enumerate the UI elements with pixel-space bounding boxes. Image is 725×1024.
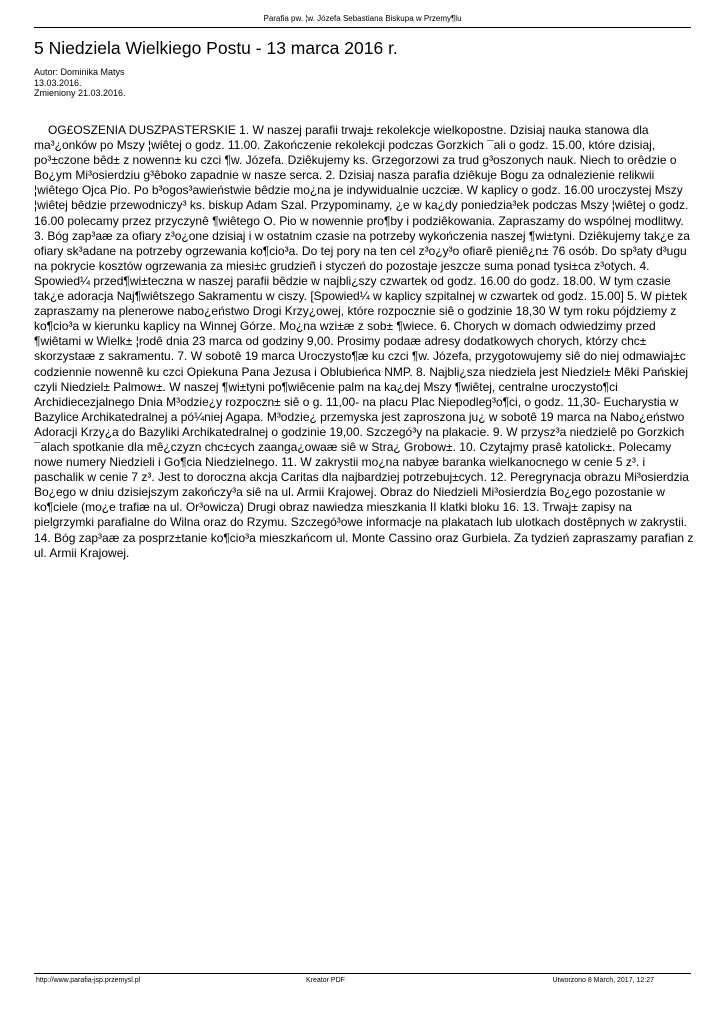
- footer-created-date: Utworzono 8 March, 2017, 12:27: [552, 977, 654, 984]
- site-title: Parafia pw. ¦w. Józefa Sebastiana Biskupa w Przemy¶lu: [263, 14, 462, 23]
- article-title: 5 Niedziela Wielkiego Postu - 13 marca 2016 r.: [34, 38, 398, 58]
- date-line: 13.03.2016.: [34, 77, 82, 88]
- modified-line: Zmieniony 21.03.2016.: [34, 88, 126, 98]
- announcements-text: OG£OSZENIA DUSZPASTERSKIE 1. W naszej parafii trwaj± rekolekcje wielkopostne. Dzisiaj nauka stanowa dla ma³¿onków po Mszy ¦wiêtej o godz. 11.00. Zakończenie rekolekcji podczas Gorzkich ¯ali o godz. 15.00, które dzisiaj, po³±czone bêd± z nowenn± ku czci ¶w. Józefa. Dziêkujemy ks. Grzegorzowi za trud g³oszonych nauk. Niech to orêdzie o Bo¿ym Mi³osierdziu g³êboko zapadnie w nasze serca. 2. Dzisiaj nasza parafia dziêkuje Bogu za odnalezienie relikwii ¦wiêtego Ojca Pio. Po b³ogos³awieństwie bêdzie mo¿na je indywidualnie uczciæ. W kaplicy o godz. 16.00 uroczystej Mszy ¦wiêtej bêdzie przewodniczy³ ks. biskup Adam Szal. Przypominamy, ¿e w ka¿dy poniedzia³ek podczas Mszy ¦wiêtej o godz. 16.00 polecamy przez przyczynê ¶wiêtego O. Pio w nowennie pro¶by i podziêkowania. Zapraszamy do wspólnej modlitwy. 3. Bóg zap³aæ za ofiary z³o¿one dzisiaj i w ostatnim czasie na potrzeby wykończenia naszej ¶wi±tyni. Dziêkujemy tak¿e za ofiary sk³adane na potrzeby ogrzewania ko¶cio³a. Do tej pory na ten cel z³o¿y³o ofiarê pieniê¿n± 76 osób. Do sp³aty d³ugu na pokrycie kosztów ogrzewania za miesi±c grudzieñ i styczeń do pozostaje jeszcze suma ponad tysi±ca z³otych. 4. Spowied¼ przed¶wi±teczna w naszej parafii bêdzie w najbli¿szy czwartek od godz. 16.00 do godz. 18.00. W tym czasie tak¿e adoracja Naj¶wiêtszego Sakramentu w ciszy. [Spowied¼ w kaplicy szpitalnej w czwartek od godz. 15.00] 5. W pi±tek zapraszamy na plenerowe nabo¿eństwo Drogi Krzy¿owej, które rozpocznie siê o godzinie 18,30 W tym roku pójdziemy z ko¶cio³a w kierunku kaplicy na Winnej Górze. Mo¿na wzi±æ z sob± ¶wiece. 6. Chorych w domach odwiedzimy przed ¶wiêtami w Wielk± ¦rodê dnia 23 marca od godziny 9,00. Prosimy podaæ adresy dodatkowych chorych, którzy chc± skorzystaæ z sakramentu. 7. W sobotê 19 marca Uroczysto¶æ ku czci ¶w. Józefa, przygotowujemy siê do niej odmawiaj±c codziennie nowennê ku czci Opiekuna Pana Jezusa i Oblubieńca NMP. 8. Najbli¿sza niedziela jest Niedziel± Mêki Pańskiej czyli Niedziel± Palmow±. W naszej ¶wi±tyni po¶wiêcenie palm na ka¿dej Mszy ¶wiêtej, centralne uroczysto¶ci Archidiecezjalnego Dnia M³odzie¿y rozpoczn± siê o g. 11,00- na placu Plac Niepodleg³o¶ci, o godz. 11,30- Eucharystia w Bazylice Archikatedralnej a pó¼niej Agapa. M³odzie¿ przemyska jest zaproszona ju¿ w sobotê 19 marca na Nabo¿eństwo Adoracji Krzy¿a do Bazyliki Archikatedralnej o godzinie 19,00. Szczegó³y na plakacie. 9. W przysz³a niedzielê po Gorzkich ¯alach spotkanie dla mê¿czyzn chc±cych zaanga¿owaæ siê w Stra¿ Grobow±. 10. Czytajmy prasê katolick±. Polecamy nowe numery Niedzieli i Go¶cia Niedzielnego. 11. W zakrystii mo¿na nabyæ baranka wielkanocnego w cenie 5 z³. i paschalik w cenie 7 z³. Jest to doroczna akcja Caritas dla najbardziej potrzebuj±cych. 12. Peregrynacja obrazu Mi³osierdzia Bo¿ego w dniu dzisiejszym zakończy³a siê na ul. Armii Krajowej. Obraz do Niedzieli Mi³osierdzia Bo¿ego pozostanie w ko¶ciele (mo¿e trafiæ na ul. Or³owicza) Drugi obraz nawiedza mieszkania II klatki bloku 16. 13. Trwaj± zapisy na pielgrzymki parafialne do Wilna oraz do Rzymu. Szczegó³owe informacje na plakatach lub ulotkach dostêpnych w zakrystii. 14. Bóg zap³aæ za posprz±tanie ko¶cio³a mieszkańcom ul. Monte Cassino oraz Gurbiela. Za tydzień zapraszamy parafian z ul. Armii Krajowej.: [34, 123, 694, 560]
- footer-url: http://www.parafia-jsp.przemysl.pl: [36, 977, 141, 984]
- article-meta: [34, 67, 126, 99]
- header-divider: [34, 27, 691, 28]
- author-line: Autor: Dominika Matys: [34, 67, 125, 77]
- footer-divider: [34, 973, 691, 974]
- page-footer: [34, 976, 691, 986]
- footer-generator: Kreator PDF: [306, 977, 345, 984]
- page-header: [34, 14, 691, 24]
- article-body: [34, 123, 694, 561]
